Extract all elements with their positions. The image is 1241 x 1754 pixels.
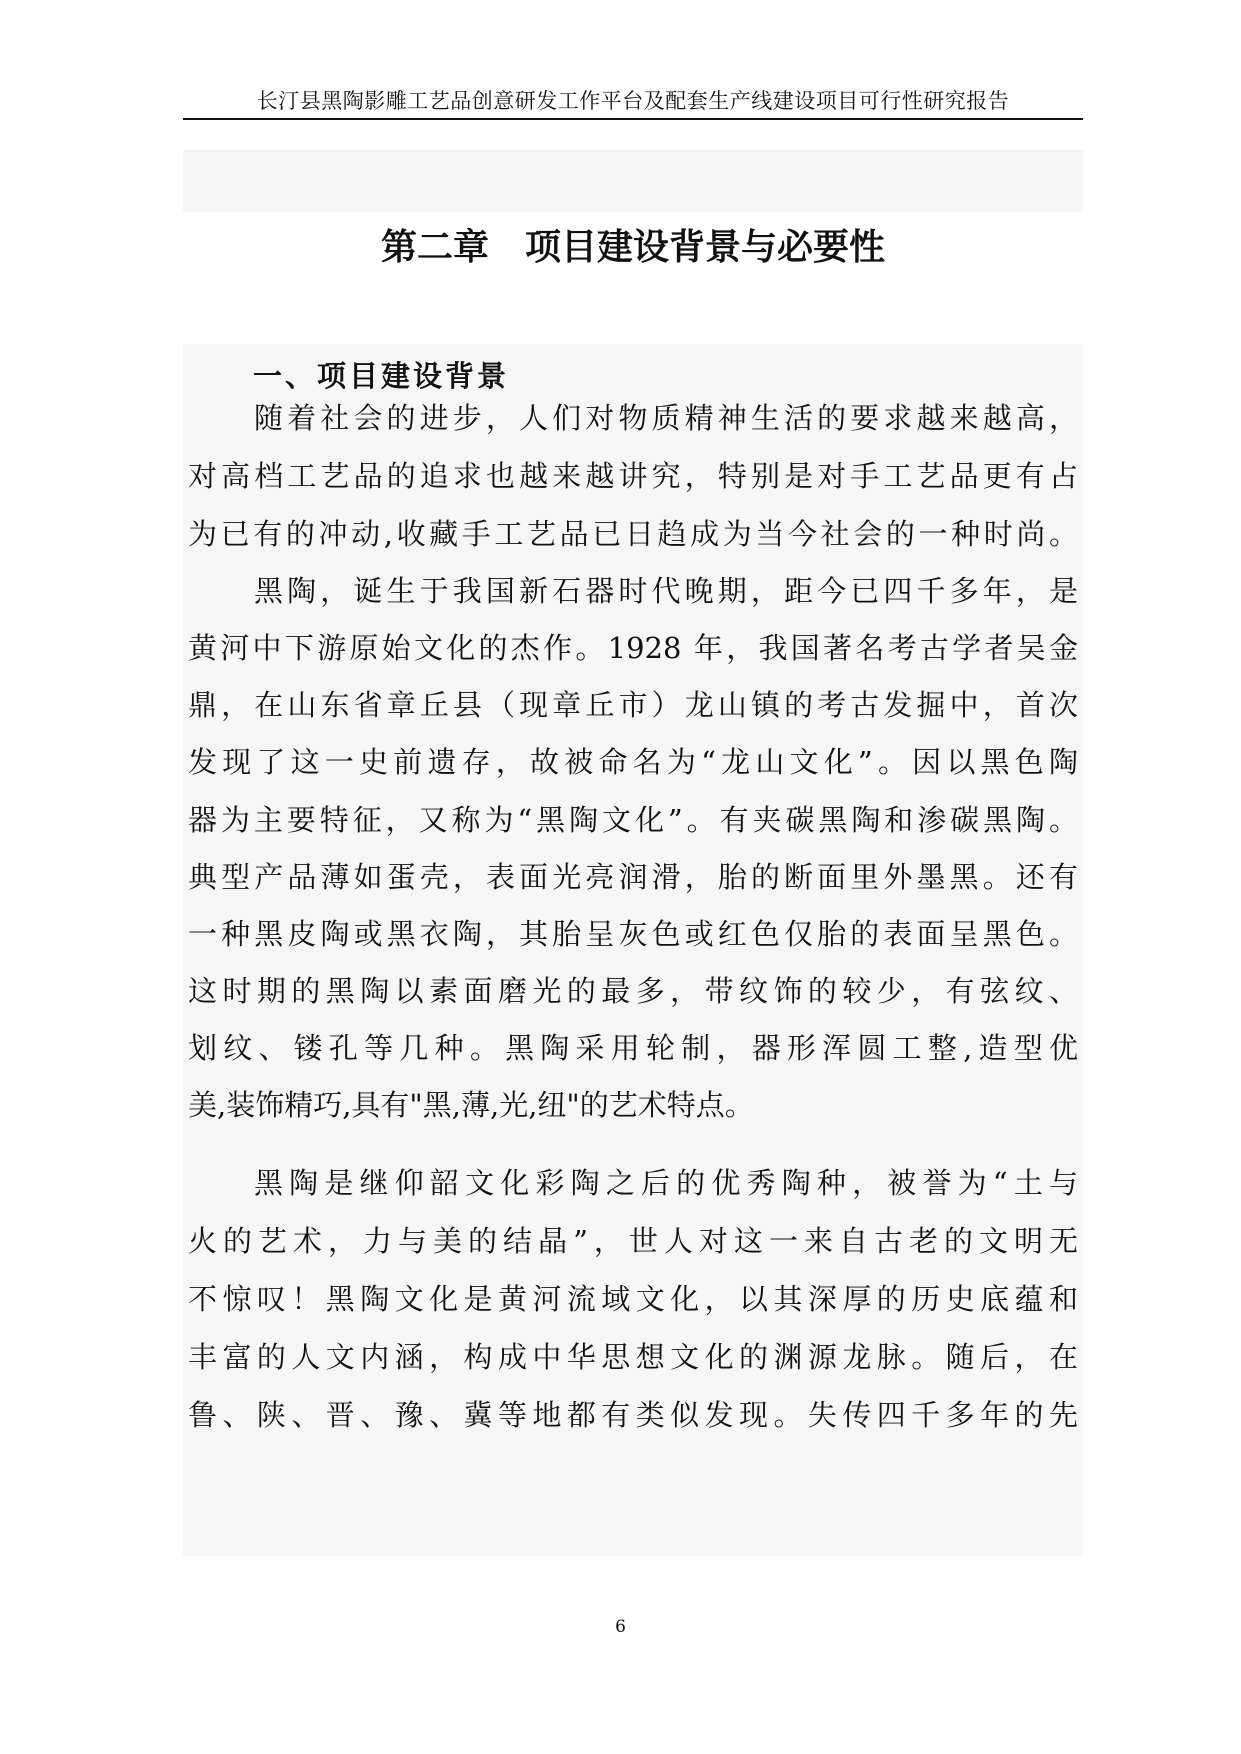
- running-header: 长汀县黑陶影雕工艺品创意研发工作平台及配套生产线建设项目可行性研究报告: [183, 84, 1083, 120]
- paragraph-2-line-2: 黄河中下游原始文化的杰作。1928 年，我国著名考古学者吴金: [188, 631, 1078, 665]
- paragraph-1-line-1: 随着社会的进步，人们对物质精神生活的要求越来越高，: [254, 401, 1078, 435]
- section-heading: 一、项目建设背景: [253, 359, 510, 393]
- paragraph-3-line-4: 丰富的人文内涵，构成中华思想文化的渊源龙脉。随后，在: [188, 1340, 1078, 1374]
- paragraph-3-line-2: 火的艺术，力与美的结晶”，世人对这一来自古老的文明无: [188, 1224, 1078, 1258]
- paragraph-2-line-3: 鼎，在山东省章丘县（现章丘市）龙山镇的考古发掘中，首次: [188, 688, 1078, 722]
- paragraph-2-line-7: 一种黑皮陶或黑衣陶，其胎呈灰色或红色仅胎的表面呈黑色。: [188, 917, 1078, 951]
- paragraph-3-line-3: 不惊叹！黑陶文化是黄河流域文化，以其深厚的历史底蕴和: [188, 1282, 1078, 1316]
- paragraph-2-line-10: 美,装饰精巧,具有"黑,薄,光,纽"的艺术特点。: [188, 1088, 754, 1122]
- paragraph-3-line-5: 鲁、陕、晋、豫、冀等地都有类似发现。失传四千多年的先: [188, 1398, 1078, 1432]
- paragraph-2-line-4: 发现了这一史前遗存，故被命名为“龙山文化”。因以黑色陶: [188, 745, 1078, 779]
- paragraph-2-line-1: 黑陶，诞生于我国新石器时代晚期，距今已四千多年，是: [254, 574, 1078, 608]
- paragraph-2-line-6: 典型产品薄如蛋壳，表面光亮润滑，胎的断面里外墨黑。还有: [188, 860, 1078, 894]
- paragraph-1-line-3: 为已有的冲动,收藏手工艺品已日趋成为当今社会的一种时尚。: [188, 517, 1078, 551]
- blank-band: [183, 150, 1083, 212]
- page-number: 6: [615, 1617, 626, 1637]
- paragraph-2-line-8: 这时期的黑陶以素面磨光的最多，带纹饰的较少，有弦纹、: [188, 974, 1078, 1008]
- paragraph-3-line-1: 黑陶是继仰韶文化彩陶之后的优秀陶种，被誉为“土与: [254, 1166, 1078, 1200]
- paragraph-1-line-2: 对高档工艺品的追求也越来越讲究，特别是对手工艺品更有占: [188, 459, 1078, 493]
- paragraph-2-line-5: 器为主要特征，又称为“黑陶文化”。有夹碳黑陶和渗碳黑陶。: [188, 803, 1078, 837]
- paragraph-2-line-9: 划纹、镂孔等几种。黑陶采用轮制，器形浑圆工整,造型优: [188, 1031, 1078, 1065]
- chapter-title: 第二章 项目建设背景与必要性: [380, 227, 885, 268]
